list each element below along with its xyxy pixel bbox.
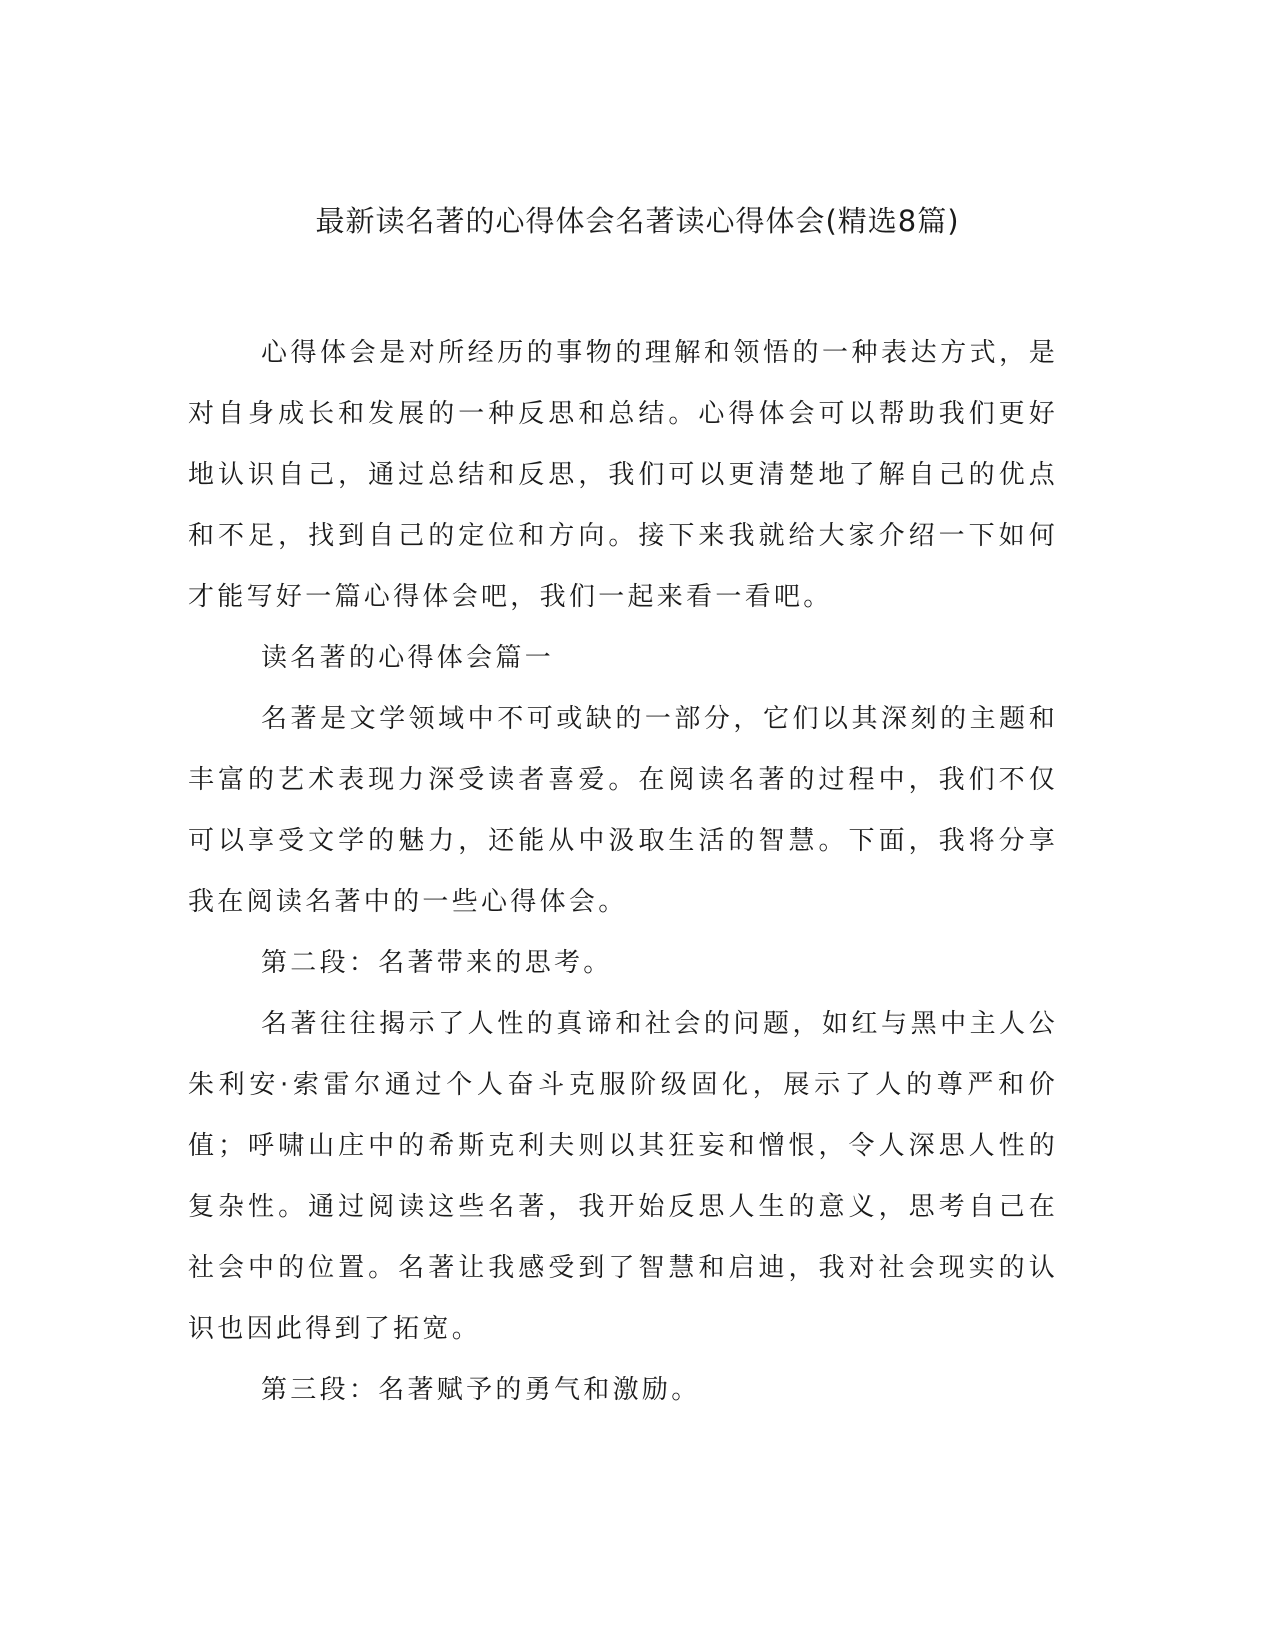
intro-paragraph: 心得体会是对所经历的事物的理解和领悟的一种表达方式，是对自身成长和发展的一种反思和总结。心得体会可以帮助我们更好地认识自己，通过总结和反思，我们可以更清楚地了解自己的优点和不足，找到自己的定位和方向。接下来我就给大家介绍一下如何才能写好一篇心得体会吧，我们一起来看一看吧。 xyxy=(188,338,1058,612)
document-title: 最新读名著的心得体会名著读心得体会(精选8篇) xyxy=(315,204,960,238)
document-body xyxy=(188,323,1058,1421)
section-heading-third-paragraph: 第三段：名著赋予的勇气和激励。 xyxy=(261,1375,701,1405)
section-heading-second-paragraph: 第二段：名著带来的思考。 xyxy=(261,948,613,978)
body-paragraph: 名著往往揭示了人性的真谛和社会的问题，如红与黑中主人公朱利安·索雷尔通过个人奋斗克服阶级固化，展示了人的尊严和价值；呼啸山庄中的希斯克利夫则以其狂妄和憎恨，令人深思人性的复杂性。通过阅读这些名著，我开始反思人生的意义，思考自己在社会中的位置。名著让我感受到了智慧和启迪，我对社会现实的认识也因此得到了拓宽。 xyxy=(188,1009,1058,1344)
body-paragraph: 名著是文学领域中不可或缺的一部分，它们以其深刻的主题和丰富的艺术表现力深受读者喜爱。在阅读名著的过程中，我们不仅可以享受文学的魅力，还能从中汲取生活的智慧。下面，我将分享我在阅读名著中的一些心得体会。 xyxy=(188,704,1058,917)
section-heading-part-one: 读名著的心得体会篇一 xyxy=(261,643,555,673)
